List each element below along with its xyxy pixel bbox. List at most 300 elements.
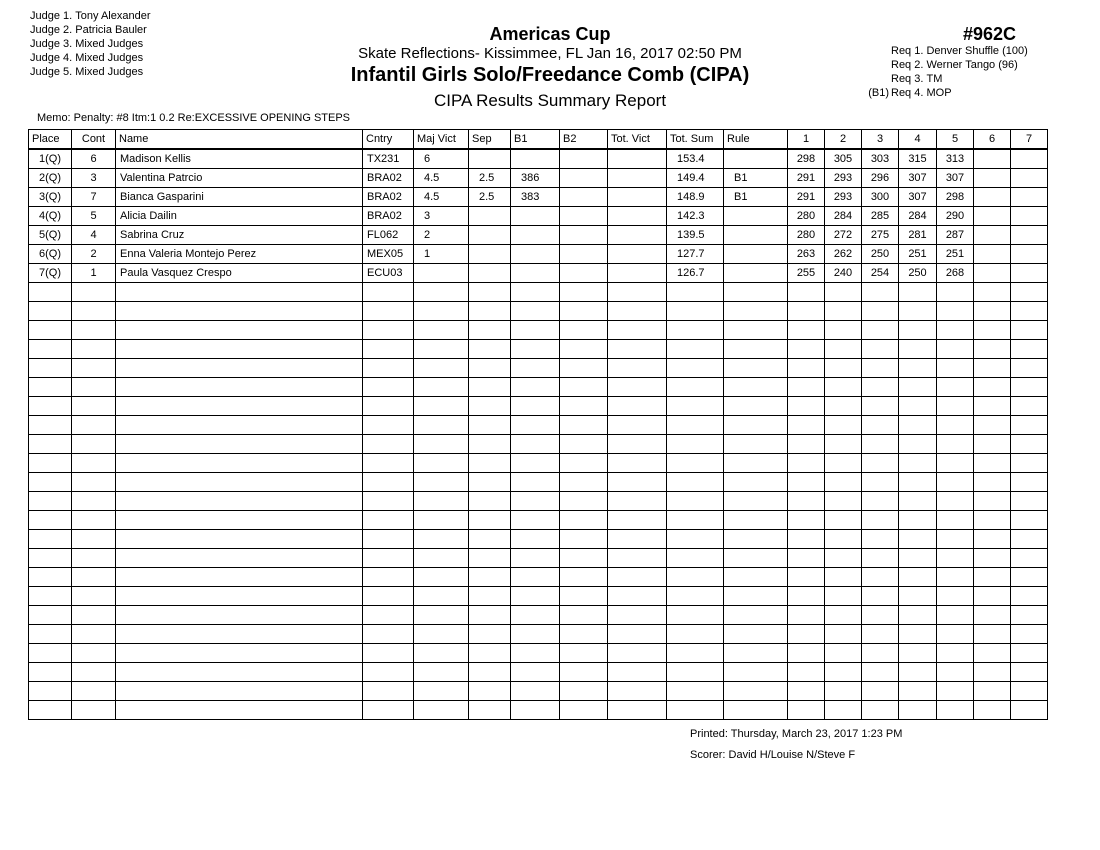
empty-cell [937, 378, 974, 397]
cell-tot-sum: 149.4 [667, 169, 724, 188]
cell-judge-6 [974, 264, 1011, 283]
cell-tot-vict [608, 149, 667, 169]
empty-cell [116, 473, 363, 492]
col-place: Place [29, 130, 72, 150]
empty-cell [29, 701, 72, 720]
empty-cell [1011, 321, 1048, 340]
empty-cell [414, 511, 469, 530]
empty-cell [788, 663, 825, 682]
cell-cntry: BRA02 [363, 207, 414, 226]
empty-cell [899, 397, 937, 416]
empty-cell [667, 492, 724, 511]
empty-cell [899, 492, 937, 511]
empty-cell [862, 511, 899, 530]
empty-cell [724, 416, 788, 435]
empty-cell [667, 587, 724, 606]
empty-cell [667, 663, 724, 682]
cell-tot-sum: 142.3 [667, 207, 724, 226]
empty-cell [608, 340, 667, 359]
cell-judge-2: 293 [825, 169, 862, 188]
empty-cell [29, 378, 72, 397]
table-row [29, 188, 1048, 207]
empty-table-row [29, 378, 1048, 397]
empty-cell [511, 397, 560, 416]
empty-table-row [29, 606, 1048, 625]
cell-judge-4: 251 [899, 245, 937, 264]
empty-cell [469, 321, 511, 340]
empty-cell [363, 587, 414, 606]
empty-cell [511, 492, 560, 511]
empty-cell [608, 397, 667, 416]
empty-cell [511, 435, 560, 454]
table-row [29, 226, 1048, 245]
empty-cell [724, 359, 788, 378]
empty-cell [414, 302, 469, 321]
empty-cell [29, 416, 72, 435]
cell-judge-1: 291 [788, 188, 825, 207]
cell-b1 [511, 226, 560, 245]
cell-judge-6 [974, 245, 1011, 264]
empty-cell [788, 321, 825, 340]
empty-cell [974, 568, 1011, 587]
empty-cell [560, 302, 608, 321]
empty-table-row [29, 454, 1048, 473]
empty-cell [974, 283, 1011, 302]
empty-cell [560, 625, 608, 644]
empty-cell [560, 587, 608, 606]
empty-cell [825, 435, 862, 454]
empty-cell [72, 644, 116, 663]
cell-place: 4(Q) [29, 207, 72, 226]
empty-cell [608, 492, 667, 511]
cell-b1 [511, 207, 560, 226]
cell-place: 1(Q) [29, 149, 72, 169]
empty-cell [363, 473, 414, 492]
empty-cell [469, 530, 511, 549]
empty-cell [414, 492, 469, 511]
empty-cell [937, 283, 974, 302]
cell-name: Bianca Gasparini [116, 188, 363, 207]
empty-cell [974, 663, 1011, 682]
empty-cell [974, 701, 1011, 720]
cell-judge-1: 255 [788, 264, 825, 283]
empty-cell [788, 587, 825, 606]
empty-cell [788, 492, 825, 511]
empty-cell [608, 682, 667, 701]
empty-cell [1011, 587, 1048, 606]
empty-cell [1011, 568, 1048, 587]
cell-tot-vict [608, 245, 667, 264]
cell-judge-3: 254 [862, 264, 899, 283]
empty-cell [1011, 340, 1048, 359]
cell-cntry: ECU03 [363, 264, 414, 283]
empty-cell [667, 340, 724, 359]
empty-cell [974, 397, 1011, 416]
cell-cntry: TX231 [363, 149, 414, 169]
empty-table-row [29, 511, 1048, 530]
empty-cell [899, 454, 937, 473]
empty-cell [469, 625, 511, 644]
empty-cell [899, 606, 937, 625]
empty-cell [608, 701, 667, 720]
empty-cell [899, 625, 937, 644]
empty-cell [116, 511, 363, 530]
cell-judge-1: 298 [788, 149, 825, 169]
empty-table-row [29, 644, 1048, 663]
cell-judge-2: 262 [825, 245, 862, 264]
empty-cell [363, 663, 414, 682]
table-row [29, 149, 1048, 169]
empty-cell [29, 644, 72, 663]
empty-cell [1011, 492, 1048, 511]
cell-b2 [560, 169, 608, 188]
empty-cell [469, 701, 511, 720]
cell-sep [469, 207, 511, 226]
empty-cell [899, 435, 937, 454]
empty-cell [560, 606, 608, 625]
empty-cell [937, 606, 974, 625]
cell-judge-3: 303 [862, 149, 899, 169]
empty-cell [937, 416, 974, 435]
empty-cell [414, 701, 469, 720]
cell-cont: 6 [72, 149, 116, 169]
empty-cell [608, 568, 667, 587]
empty-cell [1011, 682, 1048, 701]
empty-cell [974, 625, 1011, 644]
cell-place: 2(Q) [29, 169, 72, 188]
empty-cell [1011, 511, 1048, 530]
empty-cell [862, 606, 899, 625]
empty-cell [724, 454, 788, 473]
cell-tot-sum: 126.7 [667, 264, 724, 283]
empty-cell [788, 568, 825, 587]
empty-cell [937, 587, 974, 606]
empty-cell [608, 511, 667, 530]
empty-cell [899, 340, 937, 359]
empty-cell [72, 378, 116, 397]
scorer-names: Scorer: David H/Louise N/Steve F [690, 749, 856, 761]
empty-cell [825, 587, 862, 606]
empty-cell [937, 473, 974, 492]
cell-judge-6 [974, 207, 1011, 226]
col-sep: Sep [469, 130, 511, 150]
empty-table-row [29, 321, 1048, 340]
empty-cell [937, 530, 974, 549]
empty-cell [363, 397, 414, 416]
empty-cell [363, 302, 414, 321]
empty-cell [724, 625, 788, 644]
empty-cell [72, 435, 116, 454]
empty-cell [72, 663, 116, 682]
empty-cell [937, 549, 974, 568]
empty-cell [667, 435, 724, 454]
cell-judge-7 [1011, 264, 1048, 283]
empty-cell [608, 359, 667, 378]
cell-judge-5: 251 [937, 245, 974, 264]
cell-b2 [560, 264, 608, 283]
empty-cell [72, 321, 116, 340]
empty-cell [825, 321, 862, 340]
event-title: Infantil Girls Solo/Freedance Comb (CIPA) [350, 64, 750, 86]
col-b2: B2 [560, 130, 608, 150]
cell-rule [724, 226, 788, 245]
empty-cell [608, 473, 667, 492]
cell-judge-4: 281 [899, 226, 937, 245]
empty-cell [414, 435, 469, 454]
cell-maj-vict [414, 264, 469, 283]
col-judge-2: 2 [825, 130, 862, 150]
empty-cell [116, 416, 363, 435]
empty-cell [825, 568, 862, 587]
cell-name: Paula Vasquez Crespo [116, 264, 363, 283]
empty-cell [29, 283, 72, 302]
empty-cell [608, 378, 667, 397]
empty-cell [560, 511, 608, 530]
cell-judge-2: 284 [825, 207, 862, 226]
empty-cell [414, 530, 469, 549]
empty-cell [862, 359, 899, 378]
empty-cell [72, 359, 116, 378]
empty-cell [116, 549, 363, 568]
empty-cell [363, 340, 414, 359]
empty-cell [899, 416, 937, 435]
col-judge-7: 7 [1011, 130, 1048, 150]
empty-cell [560, 492, 608, 511]
cell-name: Madison Kellis [116, 149, 363, 169]
empty-cell [724, 340, 788, 359]
empty-cell [511, 587, 560, 606]
cell-sep: 2.5 [469, 188, 511, 207]
empty-cell [608, 606, 667, 625]
cell-judge-4: 250 [899, 264, 937, 283]
empty-cell [667, 397, 724, 416]
empty-cell [608, 416, 667, 435]
cell-tot-sum: 127.7 [667, 245, 724, 264]
cell-tot-sum: 148.9 [667, 188, 724, 207]
empty-cell [974, 587, 1011, 606]
empty-cell [667, 416, 724, 435]
empty-cell [862, 321, 899, 340]
empty-cell [825, 473, 862, 492]
empty-cell [72, 549, 116, 568]
empty-cell [899, 682, 937, 701]
judges-list [30, 9, 150, 79]
cell-judge-7 [1011, 149, 1048, 169]
empty-cell [511, 416, 560, 435]
empty-cell [899, 302, 937, 321]
empty-cell [511, 549, 560, 568]
cell-b2 [560, 207, 608, 226]
empty-cell [862, 682, 899, 701]
empty-cell [667, 359, 724, 378]
empty-cell [825, 682, 862, 701]
empty-cell [788, 283, 825, 302]
cell-judge-5: 313 [937, 149, 974, 169]
empty-cell [724, 663, 788, 682]
empty-cell [116, 625, 363, 644]
empty-cell [29, 587, 72, 606]
cell-sep [469, 264, 511, 283]
empty-cell [469, 473, 511, 492]
empty-cell [469, 644, 511, 663]
cell-b2 [560, 188, 608, 207]
empty-cell [560, 682, 608, 701]
empty-cell [974, 378, 1011, 397]
empty-cell [469, 397, 511, 416]
cell-place: 6(Q) [29, 245, 72, 264]
empty-cell [560, 454, 608, 473]
empty-cell [116, 663, 363, 682]
empty-cell [560, 397, 608, 416]
empty-cell [29, 321, 72, 340]
cell-tot-vict [608, 188, 667, 207]
empty-cell [862, 549, 899, 568]
empty-cell [116, 568, 363, 587]
empty-cell [1011, 644, 1048, 663]
empty-cell [899, 587, 937, 606]
empty-cell [116, 283, 363, 302]
empty-cell [363, 701, 414, 720]
cell-judge-3: 285 [862, 207, 899, 226]
empty-cell [937, 568, 974, 587]
venue-date: Skate Reflections- Kissimmee, FL Jan 16, 2017 02:50 PM [358, 45, 742, 62]
empty-cell [1011, 701, 1048, 720]
empty-cell [511, 568, 560, 587]
competition-title: Americas Cup [489, 24, 611, 44]
empty-cell [72, 682, 116, 701]
empty-cell [862, 473, 899, 492]
empty-cell [724, 302, 788, 321]
empty-cell [29, 340, 72, 359]
empty-cell [724, 435, 788, 454]
empty-cell [667, 682, 724, 701]
empty-cell [414, 454, 469, 473]
empty-cell [511, 359, 560, 378]
cell-maj-vict: 1 [414, 245, 469, 264]
empty-cell [1011, 625, 1048, 644]
empty-cell [608, 663, 667, 682]
cell-judge-4: 307 [899, 169, 937, 188]
cell-b1 [511, 149, 560, 169]
col-judge-1: 1 [788, 130, 825, 150]
empty-cell [862, 701, 899, 720]
empty-cell [1011, 397, 1048, 416]
empty-cell [72, 511, 116, 530]
cell-judge-2: 240 [825, 264, 862, 283]
empty-cell [72, 340, 116, 359]
empty-cell [116, 435, 363, 454]
empty-cell [560, 435, 608, 454]
empty-table-row [29, 625, 1048, 644]
col-cntry: Cntry [363, 130, 414, 150]
empty-cell [116, 530, 363, 549]
empty-table-row [29, 549, 1048, 568]
empty-table-row [29, 492, 1048, 511]
empty-table-row [29, 682, 1048, 701]
empty-cell [469, 663, 511, 682]
empty-cell [469, 378, 511, 397]
empty-cell [899, 644, 937, 663]
empty-cell [363, 625, 414, 644]
empty-cell [724, 530, 788, 549]
judge-3: Judge 3. Mixed Judges [30, 38, 144, 50]
empty-cell [511, 530, 560, 549]
empty-cell [862, 568, 899, 587]
empty-cell [825, 492, 862, 511]
empty-cell [899, 511, 937, 530]
empty-cell [667, 606, 724, 625]
empty-cell [974, 492, 1011, 511]
empty-cell [116, 701, 363, 720]
empty-cell [116, 378, 363, 397]
empty-cell [560, 473, 608, 492]
col-rule: Rule [724, 130, 788, 150]
empty-cell [414, 549, 469, 568]
empty-cell [974, 511, 1011, 530]
empty-cell [469, 549, 511, 568]
empty-cell [974, 606, 1011, 625]
cell-maj-vict: 4.5 [414, 169, 469, 188]
empty-cell [974, 682, 1011, 701]
cell-cont: 4 [72, 226, 116, 245]
judge-1: Judge 1. Tony Alexander [30, 10, 151, 22]
empty-cell [116, 302, 363, 321]
memo: Memo: Penalty: #8 Itm:1 0.2 Re:EXCESSIVE OPENING STEPS [37, 112, 351, 124]
empty-cell [825, 549, 862, 568]
empty-cell [937, 663, 974, 682]
empty-cell [116, 644, 363, 663]
empty-cell [937, 454, 974, 473]
empty-cell [788, 549, 825, 568]
empty-cell [825, 359, 862, 378]
judge-2: Judge 2. Patricia Bauler [30, 24, 147, 36]
empty-cell [974, 530, 1011, 549]
empty-cell [29, 568, 72, 587]
col-name: Name [116, 130, 363, 150]
empty-cell [72, 530, 116, 549]
empty-cell [560, 283, 608, 302]
empty-table-row [29, 530, 1048, 549]
empty-cell [974, 473, 1011, 492]
empty-cell [511, 625, 560, 644]
empty-cell [469, 283, 511, 302]
empty-cell [116, 587, 363, 606]
cell-maj-vict: 6 [414, 149, 469, 169]
empty-cell [511, 511, 560, 530]
empty-cell [937, 302, 974, 321]
empty-cell [667, 701, 724, 720]
cell-place: 5(Q) [29, 226, 72, 245]
cell-b2 [560, 226, 608, 245]
empty-cell [1011, 302, 1048, 321]
col-judge-5: 5 [937, 130, 974, 150]
empty-cell [974, 435, 1011, 454]
empty-cell [414, 340, 469, 359]
empty-cell [608, 302, 667, 321]
printed-timestamp: Printed: Thursday, March 23, 2017 1:23 PM [690, 728, 903, 740]
cell-judge-6 [974, 149, 1011, 169]
cell-judge-6 [974, 169, 1011, 188]
empty-cell [788, 435, 825, 454]
judge-4: Judge 4. Mixed Judges [30, 52, 144, 64]
empty-cell [363, 378, 414, 397]
cell-b2 [560, 149, 608, 169]
cell-rule: B1 [724, 188, 788, 207]
empty-cell [469, 587, 511, 606]
empty-cell [899, 568, 937, 587]
cell-judge-7 [1011, 207, 1048, 226]
cell-sep [469, 245, 511, 264]
